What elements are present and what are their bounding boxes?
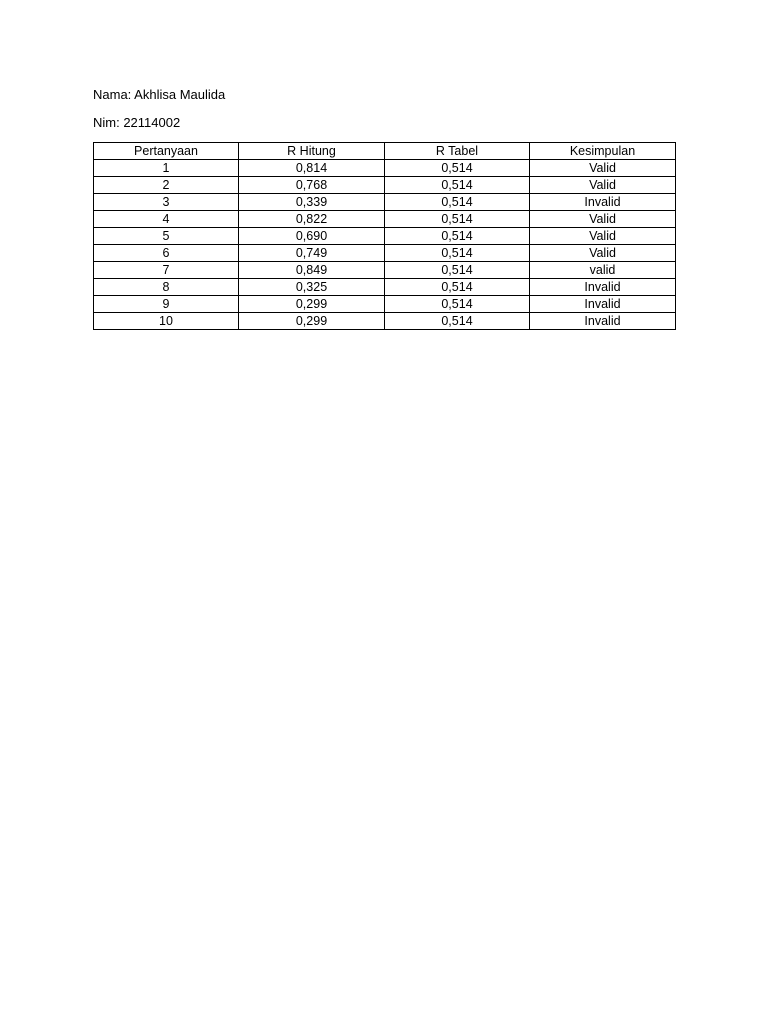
cell-r-hitung: 0,749	[239, 245, 385, 262]
cell-conclusion: Valid	[530, 228, 676, 245]
cell-question: 9	[94, 296, 239, 313]
cell-r-tabel: 0,514	[385, 211, 530, 228]
cell-conclusion: Invalid	[530, 194, 676, 211]
cell-r-hitung: 0,849	[239, 262, 385, 279]
cell-r-hitung: 0,768	[239, 177, 385, 194]
table-row	[94, 296, 676, 313]
cell-r-tabel: 0,514	[385, 177, 530, 194]
table-row	[94, 160, 676, 177]
table-row	[94, 228, 676, 245]
cell-r-hitung: 0,325	[239, 279, 385, 296]
cell-r-tabel: 0,514	[385, 245, 530, 262]
cell-r-tabel: 0,514	[385, 194, 530, 211]
table-row	[94, 262, 676, 279]
cell-r-hitung: 0,299	[239, 313, 385, 330]
cell-r-hitung: 0,814	[239, 160, 385, 177]
table-row	[94, 177, 676, 194]
cell-r-tabel: 0,514	[385, 262, 530, 279]
cell-r-hitung: 0,690	[239, 228, 385, 245]
cell-conclusion: Valid	[530, 177, 676, 194]
cell-conclusion: Valid	[530, 211, 676, 228]
table-row	[94, 194, 676, 211]
table-header-row	[94, 143, 676, 160]
cell-conclusion: Valid	[530, 245, 676, 262]
header-r-hitung: R Hitung	[239, 143, 385, 160]
table-row	[94, 313, 676, 330]
cell-r-tabel: 0,514	[385, 228, 530, 245]
cell-question: 7	[94, 262, 239, 279]
cell-question: 5	[94, 228, 239, 245]
cell-question: 8	[94, 279, 239, 296]
cell-question: 10	[94, 313, 239, 330]
cell-r-tabel: 0,514	[385, 279, 530, 296]
student-name-line: Nama: Akhlisa Maulida	[93, 87, 226, 102]
cell-r-tabel: 0,514	[385, 296, 530, 313]
cell-question: 6	[94, 245, 239, 262]
cell-question: 4	[94, 211, 239, 228]
table-row	[94, 245, 676, 262]
table-row	[94, 279, 676, 296]
table-row	[94, 211, 676, 228]
student-nim-line: Nim: 22114002	[93, 115, 181, 130]
cell-question: 1	[94, 160, 239, 177]
cell-conclusion: valid	[530, 262, 676, 279]
cell-conclusion: Invalid	[530, 279, 676, 296]
cell-r-tabel: 0,514	[385, 313, 530, 330]
header-pertanyaan: Pertanyaan	[94, 143, 239, 160]
cell-r-hitung: 0,822	[239, 211, 385, 228]
cell-question: 3	[94, 194, 239, 211]
cell-question: 2	[94, 177, 239, 194]
cell-conclusion: Invalid	[530, 313, 676, 330]
header-r-tabel: R Tabel	[385, 143, 530, 160]
cell-r-hitung: 0,299	[239, 296, 385, 313]
cell-conclusion: Invalid	[530, 296, 676, 313]
validity-table	[93, 142, 676, 330]
cell-r-hitung: 0,339	[239, 194, 385, 211]
header-kesimpulan: Kesimpulan	[530, 143, 676, 160]
cell-r-tabel: 0,514	[385, 160, 530, 177]
cell-conclusion: Valid	[530, 160, 676, 177]
